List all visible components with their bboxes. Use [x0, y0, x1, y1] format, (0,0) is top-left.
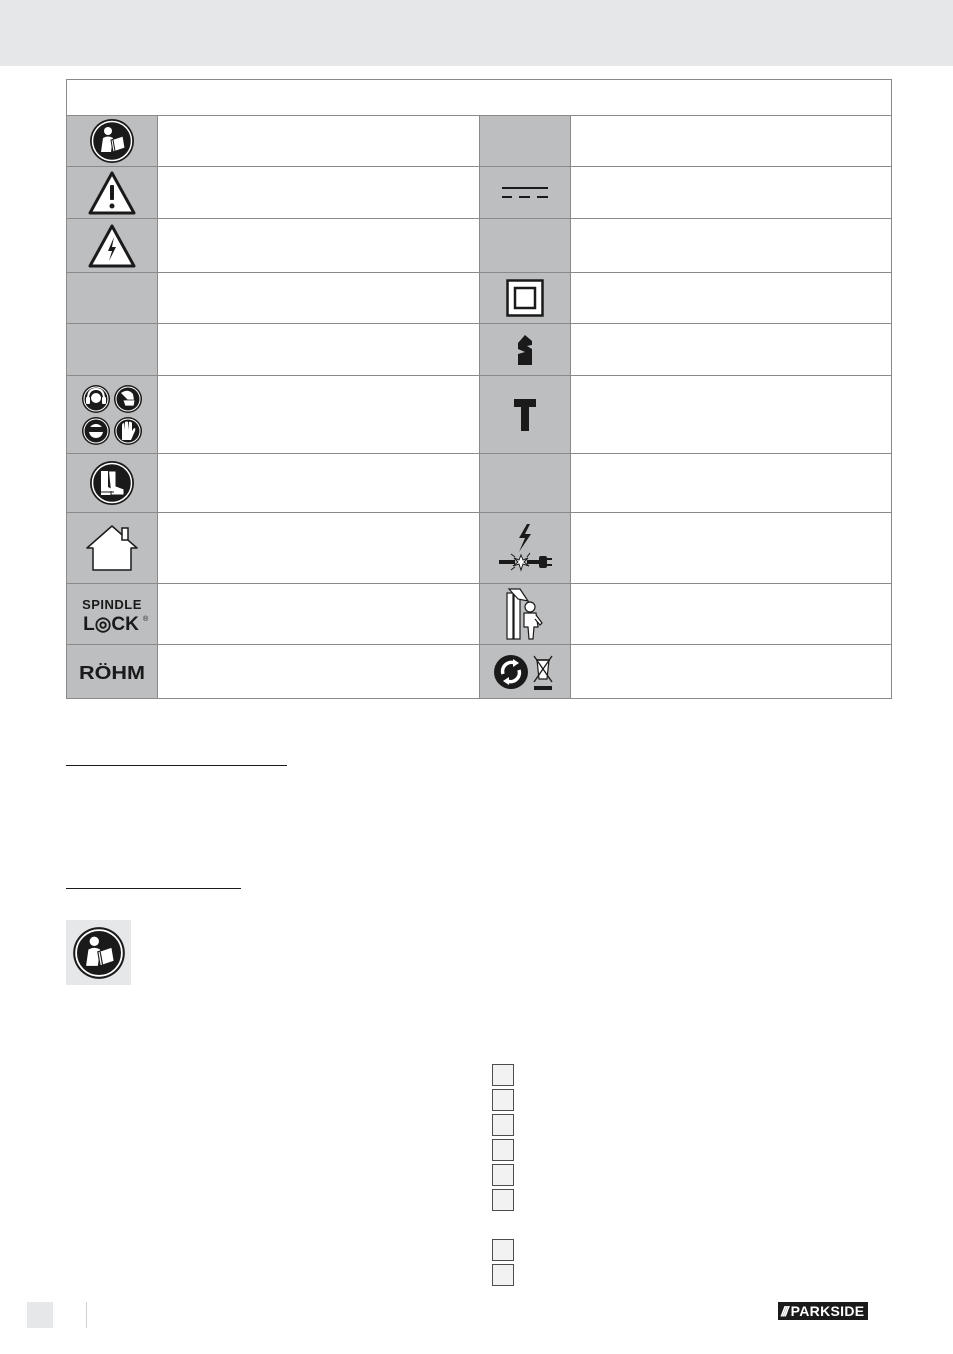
table-header-row [67, 80, 891, 116]
description-cell [158, 273, 479, 323]
hammer-drill-mode-icon [513, 398, 537, 432]
description-cell [570, 376, 891, 453]
direct-current-icon [500, 185, 550, 201]
table-row [67, 513, 891, 584]
description-cell [158, 454, 479, 512]
drill-mode-icon [515, 334, 535, 366]
spindle-lock-line1: SPINDLE [82, 597, 142, 612]
scope-of-delivery-checkbox[interactable] [492, 1139, 514, 1161]
recycling-and-weee-icon [493, 652, 557, 692]
safety-boots-icon [89, 460, 135, 506]
scope-of-delivery-checkbox[interactable] [492, 1064, 514, 1086]
section-heading-underline [66, 765, 287, 766]
icon-cell [479, 584, 571, 644]
description-cell [570, 167, 891, 218]
description-cell [570, 273, 891, 323]
indoor-use-house-icon [84, 524, 140, 572]
icon-cell [479, 376, 571, 453]
table-row [67, 584, 891, 645]
icon-cell [67, 219, 158, 272]
description-cell [158, 167, 479, 218]
icon-cell [67, 324, 158, 375]
icon-cell [67, 645, 158, 698]
parkside-logo [778, 1302, 868, 1320]
scope-of-delivery-checkbox[interactable] [492, 1164, 514, 1186]
icon-cell [67, 454, 158, 512]
description-cell [158, 376, 479, 453]
section-heading-underline [66, 888, 241, 889]
icon-cell [67, 167, 158, 218]
table-row [67, 167, 891, 219]
keep-away-from-children-icon [504, 587, 546, 641]
scope-of-delivery-checkbox[interactable] [492, 1239, 514, 1261]
spindle-lock-logo [77, 595, 147, 633]
icon-cell [67, 116, 158, 166]
registered-mark: ® [143, 616, 149, 623]
table-row [67, 454, 891, 513]
scope-of-delivery-checkbox[interactable] [492, 1089, 514, 1111]
icon-cell [67, 513, 158, 583]
scope-of-delivery-checkbox[interactable] [492, 1264, 514, 1286]
description-cell [570, 513, 891, 583]
page-top-band [0, 0, 953, 66]
icon-cell [479, 645, 571, 698]
read-manual-callout [66, 920, 131, 985]
icon-cell [479, 116, 571, 166]
description-cell [158, 324, 479, 375]
icon-cell [479, 454, 571, 512]
page-number-box [27, 1302, 53, 1328]
read-manual-icon [72, 926, 126, 980]
table-row [67, 116, 891, 167]
icon-cell [479, 167, 571, 218]
footer-divider [86, 1302, 87, 1328]
protection-class-ii-icon [506, 279, 544, 317]
table-row [67, 645, 891, 698]
table-row [67, 324, 891, 376]
description-cell [158, 513, 479, 583]
table-row [67, 273, 891, 324]
brand-name: PARKSIDE [790, 1303, 865, 1319]
electric-shock-warning-icon [88, 224, 136, 268]
description-cell [158, 645, 479, 698]
roehm-logo [77, 660, 147, 684]
description-cell [570, 116, 891, 166]
scope-of-delivery-checkbox[interactable] [492, 1189, 514, 1211]
icon-cell [479, 513, 571, 583]
table-row [67, 376, 891, 454]
description-cell [158, 584, 479, 644]
icon-cell [479, 273, 571, 323]
damaged-cable-warning-icon [497, 522, 553, 574]
brand-slashes: /// [781, 1303, 787, 1319]
description-cell [570, 324, 891, 375]
icon-cell [479, 219, 571, 272]
table-row [67, 219, 891, 273]
icon-cell [67, 376, 158, 453]
description-cell [570, 584, 891, 644]
description-cell [570, 219, 891, 272]
description-cell [158, 116, 479, 166]
description-cell [158, 219, 479, 272]
warning-triangle-icon [88, 171, 136, 215]
icon-cell [67, 273, 158, 323]
description-cell [570, 454, 891, 512]
icon-cell [479, 324, 571, 375]
scope-of-delivery-checkbox[interactable] [492, 1114, 514, 1136]
roehm-logo-text: RÖHM [79, 662, 145, 683]
symbol-legend-table [66, 79, 892, 699]
spindle-lock-line2: L◎CK [83, 614, 139, 635]
protective-equipment-icon [81, 384, 143, 446]
icon-cell [67, 584, 158, 644]
description-cell [570, 645, 891, 698]
read-manual-icon [89, 118, 135, 164]
